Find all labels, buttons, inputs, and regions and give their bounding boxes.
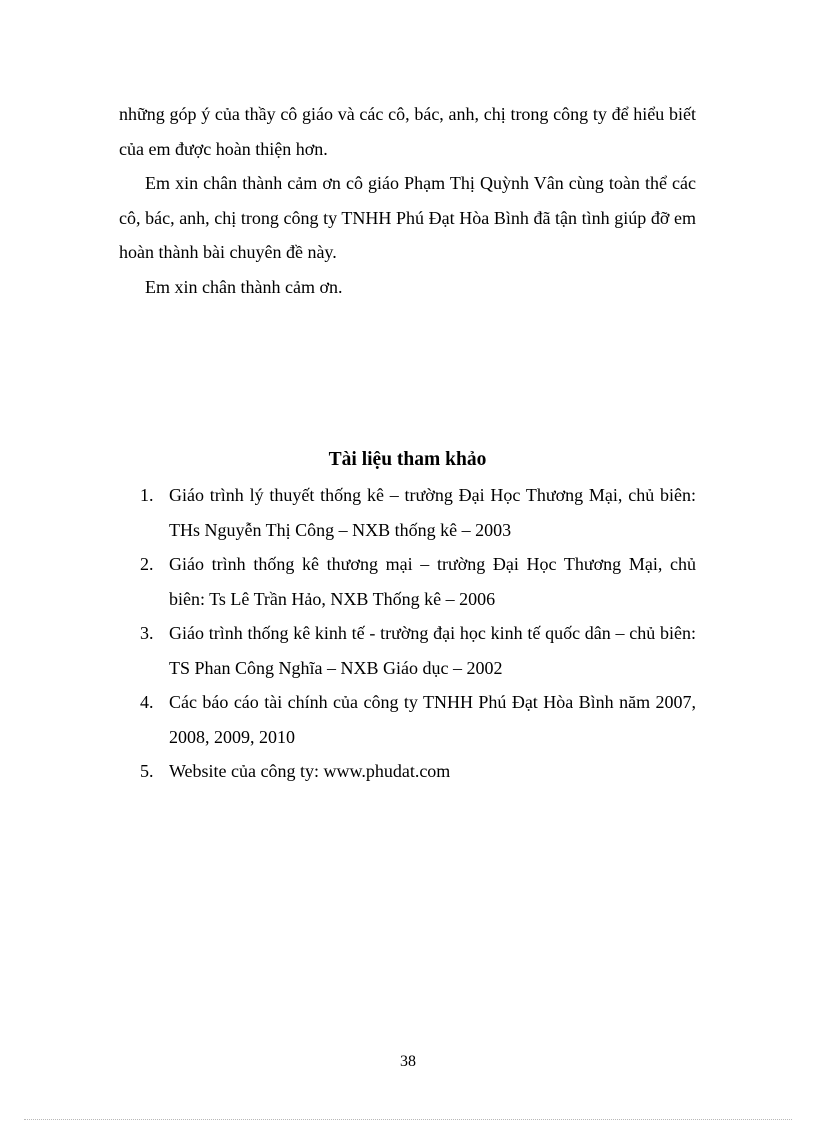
reference-number: 1.	[140, 485, 154, 505]
reference-list	[140, 478, 696, 789]
reference-text: Giáo trình thống kê thương mại – trường Đại Học Thương Mại, chủ biên: Ts Lê Trần Hảo, NXB Thống kê – 2006	[169, 554, 696, 609]
reference-item	[140, 478, 696, 547]
paragraph-continuation: những góp ý của thầy cô giáo và các cô, bác, anh, chị trong công ty để hiểu biết của em được hoàn thiện hơn.	[119, 104, 696, 159]
reference-text: Giáo trình thống kê kinh tế - trường đại học kinh tế quốc dân – chủ biên: TS Phan Công Nghĩa – NXB Giáo dục – 2002	[169, 623, 696, 678]
reference-item	[140, 616, 696, 685]
reference-text: Các báo cáo tài chính của công ty TNHH Phú Đạt Hòa Bình năm 2007, 2008, 2009, 2010	[169, 692, 696, 747]
page-number: 38	[400, 1053, 416, 1070]
paragraph-thanks-teacher: Em xin chân thành cảm ơn cô giáo Phạm Thị Quỳnh Vân cùng toàn thể các cô, bác, anh, chị trong công ty TNHH Phú Đạt Hòa Bình đã tận tình giúp đỡ em hoàn thành bài chuyên đề này.	[119, 173, 696, 262]
reference-item	[140, 547, 696, 616]
body-text	[119, 97, 696, 304]
reference-item	[140, 685, 696, 754]
reference-text: Website của công ty: www.phudat.com	[169, 761, 451, 781]
reference-number: 2.	[140, 554, 154, 574]
reference-number: 5.	[140, 761, 154, 781]
paragraph-closing-thanks: Em xin chân thành cảm ơn.	[145, 276, 343, 297]
reference-number: 4.	[140, 692, 154, 712]
page-bottom-divider	[24, 1119, 792, 1120]
reference-text: Giáo trình lý thuyết thống kê – trường Đại Học Thương Mại, chủ biên: THs Nguyễn Thị Công – NXB thống kê – 2003	[169, 485, 696, 540]
reference-number: 3.	[140, 623, 154, 643]
references-heading: Tài liệu tham khảo	[328, 449, 487, 470]
reference-item	[140, 754, 696, 789]
